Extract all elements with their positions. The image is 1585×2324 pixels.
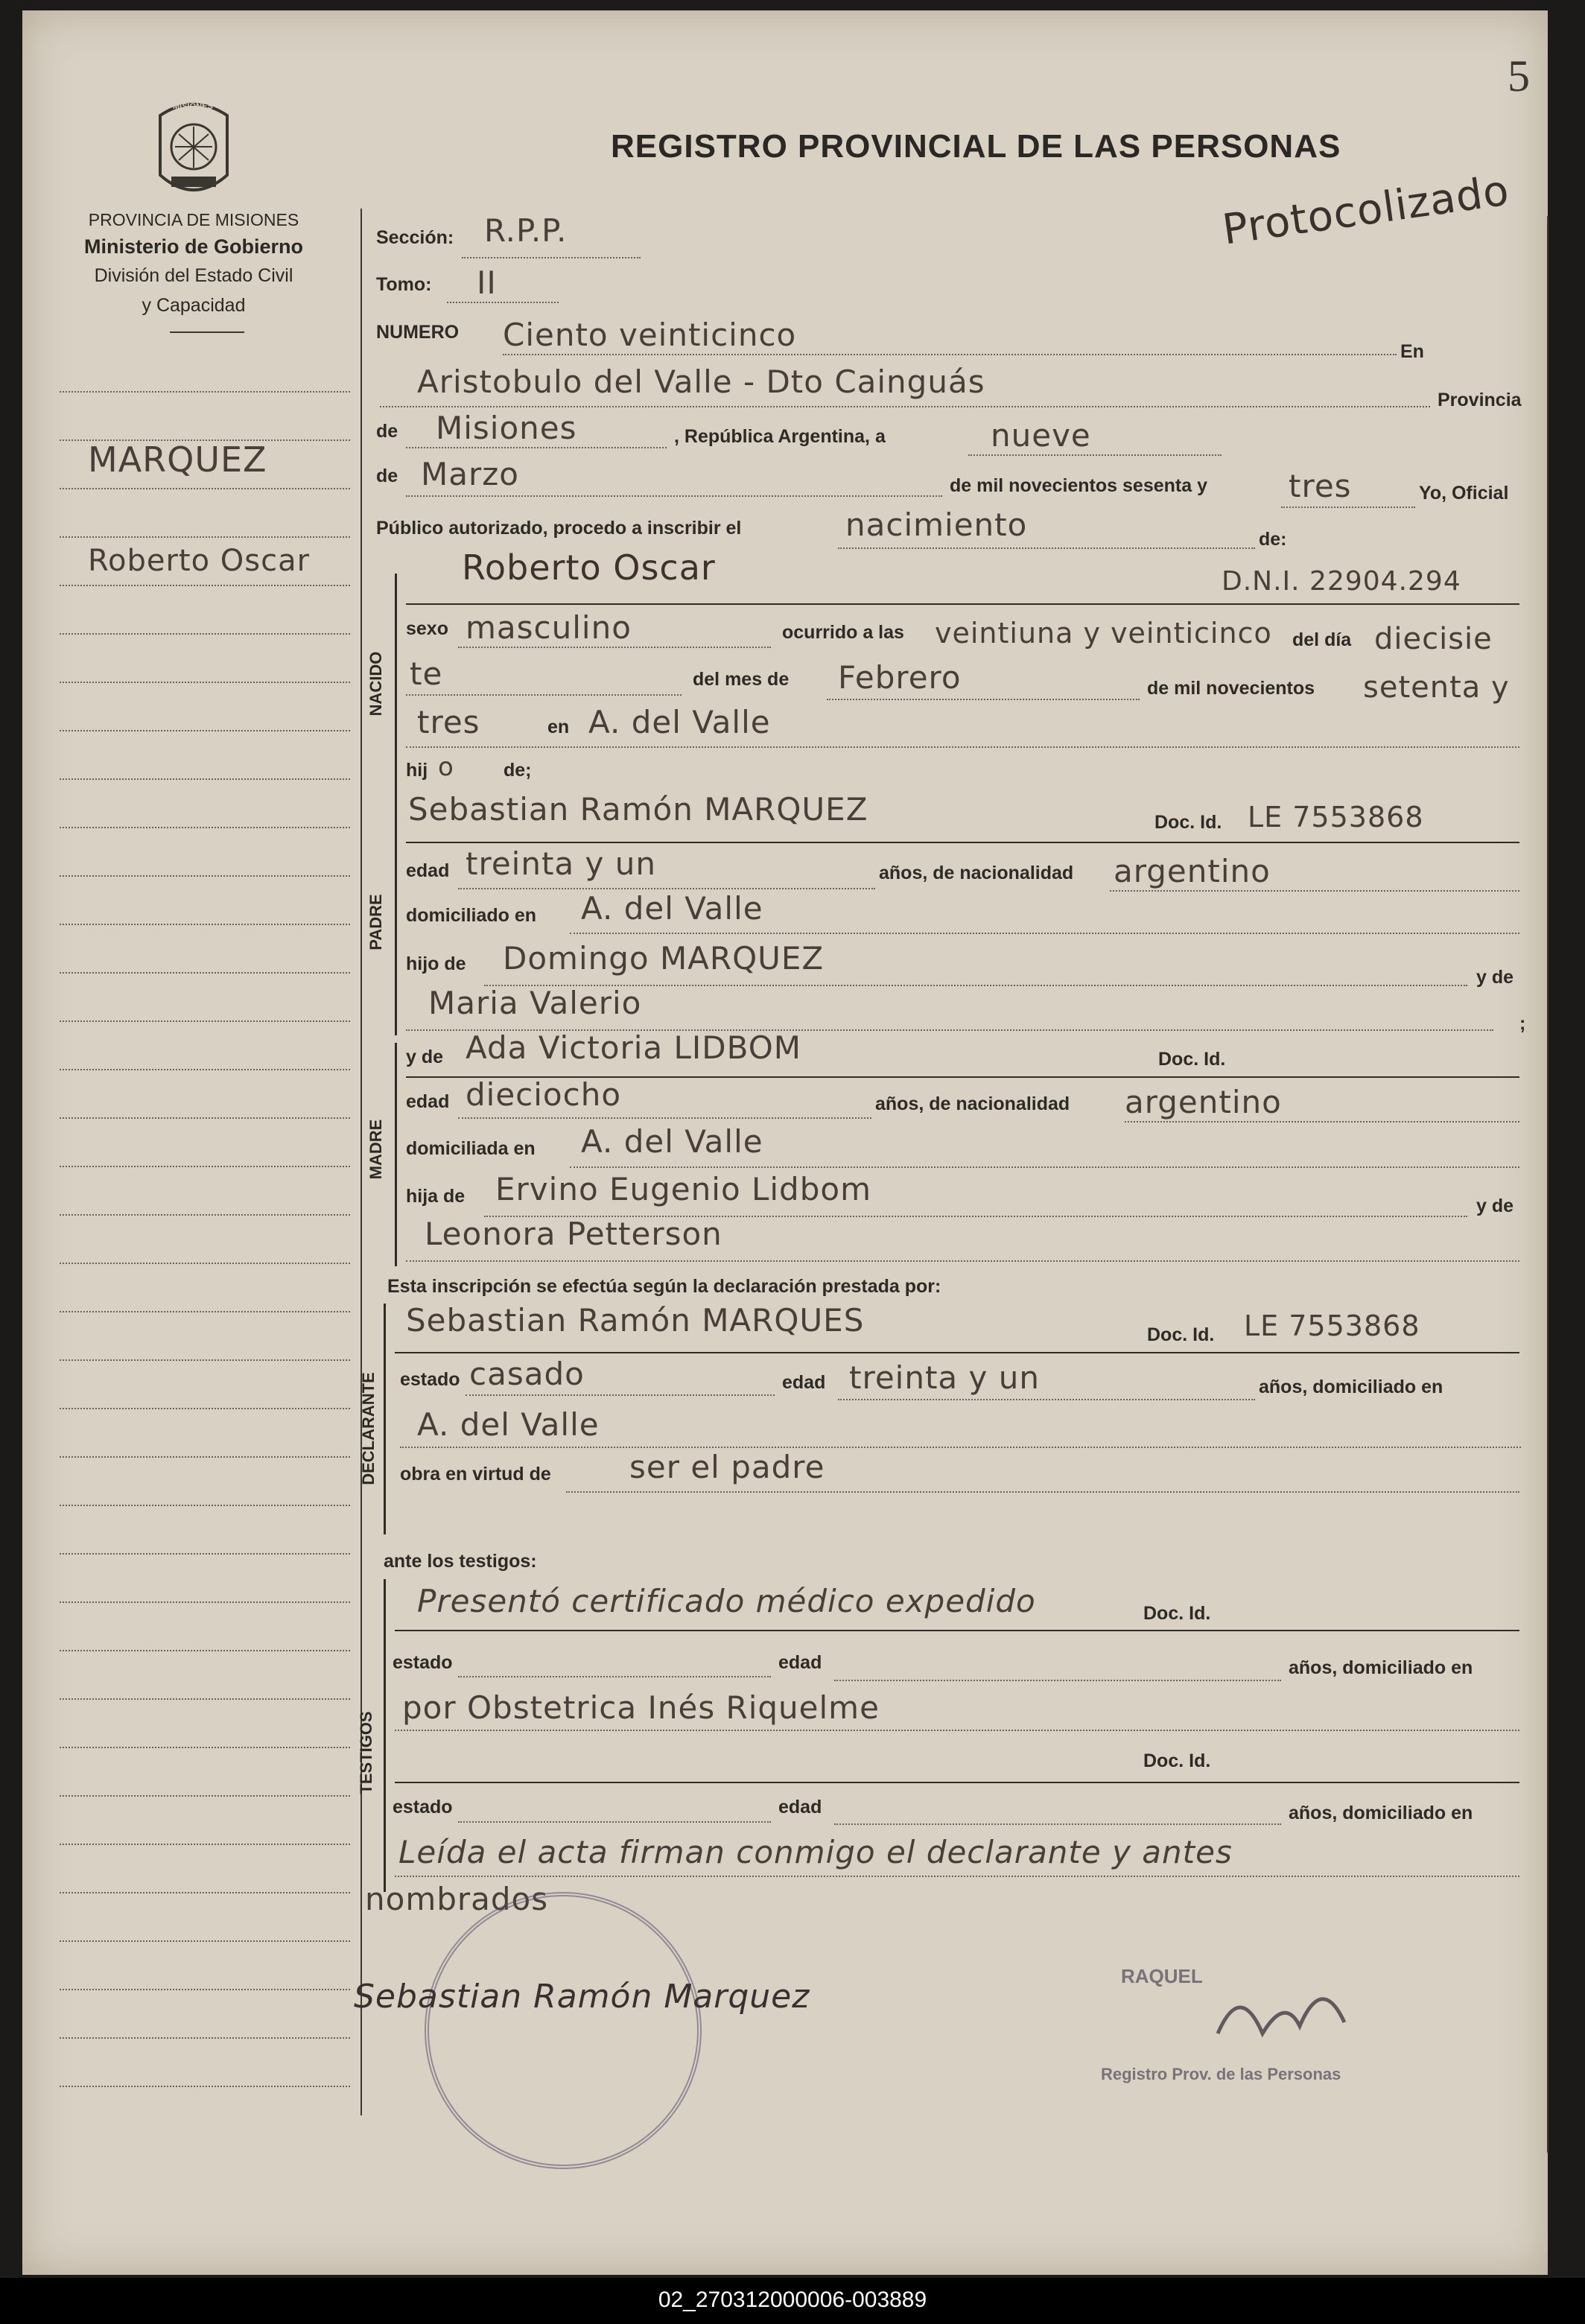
label-de-semi: de; [504,760,532,781]
value-padre-nac: argentino [1114,853,1271,889]
label-provincia: Provincia [1438,390,1522,410]
sidebar-dotted-line [60,2037,350,2039]
value-declarante-estado: casado [469,1356,585,1392]
value-acto: nacimiento [845,507,1028,543]
sidebar-dotted-line [60,1553,350,1555]
value-testigo-1: Presentó certificado médico expedido [417,1583,1036,1619]
field-line [570,1166,1519,1168]
right-border [1547,216,1549,2153]
madre-bracket [395,1043,397,1266]
label-padre-dom: domiciliado en [406,905,537,926]
value-provincia: Misiones [436,410,577,446]
crest-text: MISIONES [173,102,213,111]
label-y-de3: y de [1476,1196,1514,1216]
padre-bracket [395,790,397,1035]
sidebar-dotted-line [60,1795,350,1797]
label-declarante-doc: Doc. Id. [1147,1324,1215,1345]
sidebar-dotted-line [60,1359,350,1361]
sidebar-dotted-line [60,2086,350,2087]
header-capacity: y Capacidad [142,295,246,316]
page-title: REGISTRO PROVINCIAL DE LAS PERSONAS [611,128,1341,165]
field-line [462,257,641,258]
label-de2: de [376,466,398,486]
sidebar-dotted-line [60,391,350,393]
field-line [968,454,1222,456]
label-estado: estado [400,1369,460,1390]
field-line [458,1676,771,1677]
sidebar-dotted-line [60,1698,350,1700]
sidebar-dotted-line [60,972,350,974]
field-line [458,647,771,648]
header-division: División del Estado Civil [94,265,293,286]
value-dia-nac-1: diecisie [1374,622,1493,656]
sidebar-dotted-line [60,1747,350,1748]
label-de-colon: de: [1259,529,1287,550]
official-seal-icon [425,1892,702,2169]
label-tomo: Tomo: [376,274,432,295]
sidebar-dotted-line [60,1940,350,1942]
value-obra: ser el padre [629,1449,825,1485]
field-line [447,302,559,303]
testigos-bracket [384,1579,386,1892]
label-estado3: estado [393,1797,453,1817]
value-declarante-edad: treinta y un [849,1359,1040,1396]
value-abuela-m: Leonora Petterson [425,1216,722,1252]
label-madre-edad: edad [406,1091,450,1112]
signature-declarante: Sebastian Ramón Marquez [354,1978,810,2016]
value-seccion: R.P.P. [484,212,568,249]
value-padre-doc: LE 7553868 [1248,801,1424,834]
field-line [380,406,1430,407]
value-declarante: Sebastian Ramón MARQUES [406,1302,865,1339]
sidebar-dotted-line [60,1117,350,1119]
value-dia-acta: nueve [991,417,1091,454]
declarante-topline [395,1352,1519,1353]
nacido-topline [406,603,1519,605]
label-seccion: Sección: [376,227,454,248]
label-mil-sesenta: de mil novecientos sesenta y [950,475,1207,496]
sidebar-dotted-line [60,778,350,780]
header-separator [170,331,244,333]
field-line [406,694,682,696]
label-hijo: hij [406,760,428,781]
label-yo-oficial: Yo, Oficial [1419,483,1509,504]
label-esta-inscripcion: Esta inscripción se efectúa según la declaración prestada por: [387,1276,941,1297]
field-line [838,547,1255,549]
sidebar-dotted-line [60,1601,350,1603]
sidebar-dotted-line [60,730,350,731]
sidebar-given-names: Roberto Oscar [88,544,311,578]
sidebar-dotted-line [60,1311,350,1312]
value-sexo: masculino [466,609,632,646]
label-en2: en [547,717,570,737]
value-numero: Ciento veinticinco [503,317,797,353]
page-number: 5 [1508,51,1530,101]
image-caption: 02_270312000006-003889 [0,2278,1585,2324]
label-de: de [376,421,398,442]
sidebar-surname: MARQUEZ [88,439,267,480]
field-line [406,746,1519,748]
value-mes-acta: Marzo [421,456,519,492]
sidebar-dotted-line [60,682,350,683]
field-line [406,495,942,497]
value-nombre: Roberto Oscar [462,547,716,588]
value-dni: D.N.I. 22904.294 [1222,566,1461,597]
label-hija-de: hija de [406,1186,466,1207]
sidebar-dotted-line [60,1844,350,1845]
label-madre-nac: años, de nacionalidad [875,1093,1070,1114]
section-padre: PADRE [366,894,385,950]
sidebar-dotted-line [60,1263,350,1264]
sidebar-dotted-line [60,1408,350,1409]
margin-annotation: Protocolizado [1219,166,1513,255]
value-tomo: II [477,264,497,301]
label-madre-dom: domiciliada en [406,1138,536,1159]
label-padre-doc: Doc. Id. [1154,812,1222,833]
sidebar-dotted-line [60,1650,350,1651]
label-edad-t2: edad [778,1797,822,1817]
sidebar-dotted-line [60,1166,350,1167]
field-line [834,1680,1281,1681]
field-line [395,1730,1519,1731]
field-line [566,1491,1519,1493]
label-ante: ante los testigos: [384,1551,537,1572]
padre-topline [406,842,1519,843]
sidebar-dotted-line [60,1214,350,1216]
sidebar-dotted-line [60,827,350,828]
label-testigo2-doc: Doc. Id. [1143,1750,1211,1771]
label-padre-edad: edad [406,860,450,881]
sidebar-dotted-line [60,1069,350,1070]
value-anio-nac-2: tres [417,704,480,740]
value-dia-nac-2: te [410,655,443,692]
label-en: En [1400,341,1424,362]
sidebar-dotted-line [60,1892,350,1893]
sidebar-dotted-line [60,1456,350,1458]
value-abuela-p: Maria Valerio [428,985,642,1021]
label-anos-dom: años, domiciliado en [1259,1377,1443,1397]
header-province: PROVINCIA DE MISIONES [88,210,299,229]
value-madre-edad: dieciocho [466,1076,622,1113]
value-madre-nombre: Ada Victoria LIDBOM [466,1029,801,1066]
label-sexo: sexo [406,618,448,639]
label-del-mes: del mes de [693,669,790,690]
field-line [570,933,1519,934]
value-abuelo-m: Ervino Eugenio Lidbom [495,1171,871,1207]
sidebar-divider [360,209,362,2115]
stamp-line-2: Registro Prov. de las Personas [1101,2065,1341,2083]
label-anos-dom2: años, domiciliado en [1289,1657,1473,1678]
sidebar-dotted-line [60,633,350,635]
field-line [458,1821,771,1823]
section-nacido: NACIDO [366,651,385,717]
value-padre-nombre: Sebastian Ramón MARQUEZ [408,791,868,828]
testigos-topline [395,1630,1519,1631]
label-anos-dom3: años, domiciliado en [1289,1803,1473,1823]
label-hijo-de: hijo de [406,953,466,974]
sidebar-dotted-line [60,875,350,877]
value-hora: veintiuna y veinticinco [935,617,1272,650]
label-mil-nov: de mil novecientos [1147,678,1315,699]
value-padre-dom: A. del Valle [581,890,763,927]
field-line [400,1447,1521,1448]
label-semicolon: ; [1519,1013,1526,1034]
section-testigos: TESTIGOS [357,1711,375,1794]
sidebar-dotted-line [60,1989,350,1990]
field-line [1281,507,1415,508]
value-declarante-doc: LE 7553868 [1244,1309,1420,1342]
value-declarante-dom: A. del Valle [417,1406,600,1443]
label-ocurrido: ocurrido a las [782,622,904,643]
label-padre-nac: años, de nacionalidad [879,863,1074,883]
label-del-dia: del día [1292,629,1352,650]
label-y-de2: y de [406,1047,444,1067]
label-declarante-edad: edad [782,1372,826,1393]
field-line [406,1260,1519,1262]
section-madre: MADRE [366,1119,385,1180]
label-y-de: y de [1476,967,1514,988]
value-abuelo-p: Domingo MARQUEZ [503,940,825,977]
value-testigo-2: por Obstetrica Inés Riquelme [402,1689,880,1726]
value-lugar-nac: A. del Valle [588,704,771,740]
label-edad-t1: edad [778,1652,822,1673]
label-estado2: estado [393,1652,453,1673]
field-line [395,1876,1519,1877]
label-obra: obra en virtud de [400,1464,551,1485]
sidebar-dotted-line [60,924,350,925]
label-testigo1-doc: Doc. Id. [1143,1603,1211,1624]
sidebar-dotted-line [60,536,350,538]
testigo2-line [395,1782,1519,1783]
stamp-line-1: RAQUEL [1121,1965,1203,1987]
field-line [1110,890,1519,892]
field-line [838,1399,1255,1400]
value-cierre-1: Leída el acta firman conmigo el declarante y antes [398,1834,1233,1870]
value-cierre-2: nombrados [365,1881,549,1917]
label-publico: Público autorizado, procedo a inscribir el [376,518,742,539]
label-madre-doc: Doc. Id. [1158,1049,1226,1070]
field-line [834,1823,1281,1825]
nacido-bracket [395,574,397,797]
field-line [458,888,875,889]
value-lugar: Aristobulo del Valle - Dto Cainguás [417,363,985,400]
label-numero: NUMERO [376,322,460,343]
field-line [827,699,1140,700]
field-line [466,1394,775,1396]
field-line [1125,1121,1519,1123]
section-declarante: DECLARANTE [359,1372,378,1485]
value-anio-acta: tres [1289,468,1352,504]
value-padre-edad: treinta y un [466,845,656,882]
header-ministry: Ministerio de Gobierno [83,235,304,258]
field-line [458,1117,871,1119]
sidebar-dotted-line [60,1505,350,1506]
value-madre-nac: argentino [1125,1084,1282,1120]
value-mes-nac: Febrero [838,659,962,696]
sidebar-dotted-line [60,488,350,489]
label-republica: , República Argentina, a [674,426,886,447]
sidebar-dotted-line [60,1020,350,1022]
value-anio-nac-1: setenta y [1363,670,1510,705]
declarante-bracket [384,1304,386,1534]
field-line [503,354,1397,355]
value-madre-dom: A. del Valle [581,1123,763,1160]
field-line [406,447,667,448]
sidebar-dotted-line [60,585,350,586]
value-hijo-suffix: o [438,752,454,782]
